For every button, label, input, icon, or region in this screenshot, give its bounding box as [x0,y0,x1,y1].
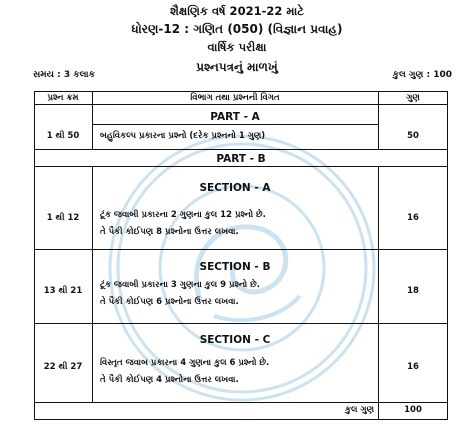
section-a-line2: તે પૈકી કોઈપણ 8 પ્રશ્નોના ઉત્તર લખવા. [100,227,239,237]
section-c-title: SECTION - C [199,334,271,346]
section-c-range: 22 થી 27 [43,362,83,372]
part-b-title: PART - B [216,153,266,165]
part-a-title-divider [92,124,378,125]
col-divider-1-bottom [92,166,93,402]
total-label: કુલ ગુણ [344,405,374,415]
section-a-range: 1 થી 12 [46,213,80,223]
section-b-line2: તે પૈકી કોઈપણ 6 પ્રશ્નોના ઉત્તર લખવા. [100,297,239,307]
section-b-title: SECTION - B [199,261,271,273]
section-a-title: SECTION - A [199,182,271,194]
part-a-title: PART - A [210,111,260,123]
academic-year: શૈક્ષણિક વર્ષ 2021-22 માટે [170,4,304,18]
total-marks: કુલ ગુણ : 100 [392,70,452,80]
part-a-marks: 50 [407,131,419,141]
section-c-marks: 16 [407,362,419,372]
exam-name: વાર્ષિક પરીક્ષા [207,40,267,54]
col-header-detail: વિભાગ તથા પ્રશ્નની વિગત [190,93,280,103]
subject-title: ધોરણ-12 : ગણિત (050) (વિજ્ઞાન પ્રવાહ) [131,22,343,36]
section-b-divider [34,323,448,324]
section-b-line1: ટૂંક જવાબી પ્રકારના 3 ગુણના કુલ 9 પ્રશ્નો છે. [100,280,260,290]
section-c-line2: તે પૈકી કોઈપણ 4 પ્રશ્નોના ઉત્તર લખવા. [100,375,239,385]
col-header-question: પ્રશ્ન ક્રમ [47,93,79,103]
table-border-top [34,91,448,92]
section-c-divider [34,402,448,403]
part-a-divider [34,149,448,150]
table-header-divider [34,104,448,105]
part-a-range: 1 થી 50 [46,131,80,141]
total-value: 100 [404,405,422,415]
exam-time: સમય : 3 કલાક [33,70,95,80]
section-a-divider [34,249,448,250]
part-b-divider [34,166,448,167]
section-b-marks: 18 [407,286,419,296]
col-header-marks: ગુણ [406,93,420,103]
section-c-line1: વિસ્તૃત જવાબ પ્રકારના 4 ગુણના કુલ 6 પ્રશ્નો છે. [100,358,270,368]
section-a-line1: ટૂંક જવાબી પ્રકારના 2 ગુણના કુલ 12 પ્રશ્નો છે. [100,210,266,220]
paper-structure-title: પ્રશ્નપત્રનું માળખું [196,60,278,74]
part-a-description: બહુવિકલ્પ પ્રકારના પ્રશ્નો (દરેક પ્રશ્નનો 1 ગુણ) [100,131,266,141]
section-b-range: 13 થી 21 [43,286,83,296]
table-border-bottom [34,419,448,420]
section-a-marks: 16 [407,213,419,223]
